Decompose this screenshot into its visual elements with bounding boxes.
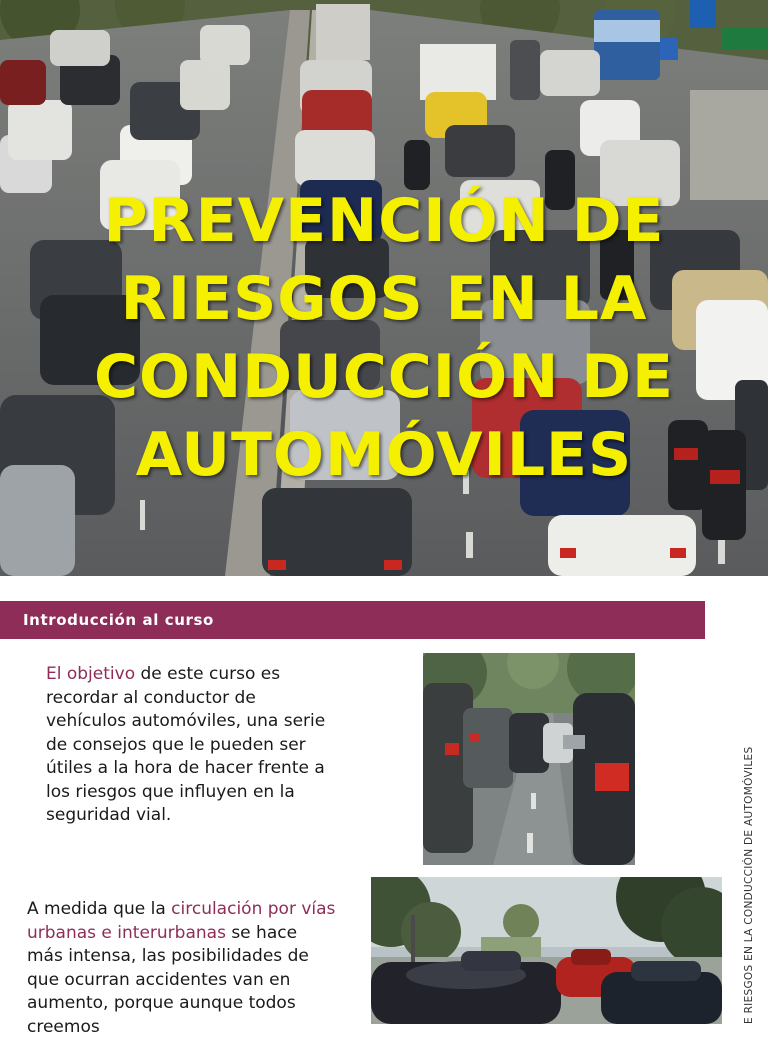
side-caption: E RIESGOS EN LA CONDUCCIÓN DE AUTOMÓVILES xyxy=(743,746,755,1024)
intro-paragraph xyxy=(46,663,336,828)
circulation-highlight: circulación por vías urbanas e interurbanas xyxy=(27,899,336,943)
hero-title-line-2: RIESGOS EN LA xyxy=(120,264,648,334)
objective-highlight: El objetivo xyxy=(46,664,136,684)
section-header: Introducción al curso xyxy=(0,601,705,639)
hero-title-line-3: CONDUCCIÓN DE xyxy=(93,342,675,412)
parked-cars-photo xyxy=(371,877,722,1024)
second-paragraph-intro: A medida que la xyxy=(27,899,172,919)
hero-title xyxy=(0,182,768,494)
hero-title-line-1: PREVENCIÓN DE xyxy=(103,186,665,256)
hero-title-line-4: AUTOMÓVILES xyxy=(135,420,633,490)
traffic-closeup-photo xyxy=(423,653,635,865)
second-paragraph xyxy=(27,898,337,1039)
intro-paragraph-text: de este curso es recordar al conductor de vehículos automóviles, una serie de consejos que le pueden ser útiles a la hora de hacer frente a los riesgos que influyen en la seguridad vial. xyxy=(46,664,326,825)
second-paragraph-text: se hace más intensa, las posibilidades de que ocurran accidentes van en aumento, porque aunque todos creemos xyxy=(27,922,309,1037)
